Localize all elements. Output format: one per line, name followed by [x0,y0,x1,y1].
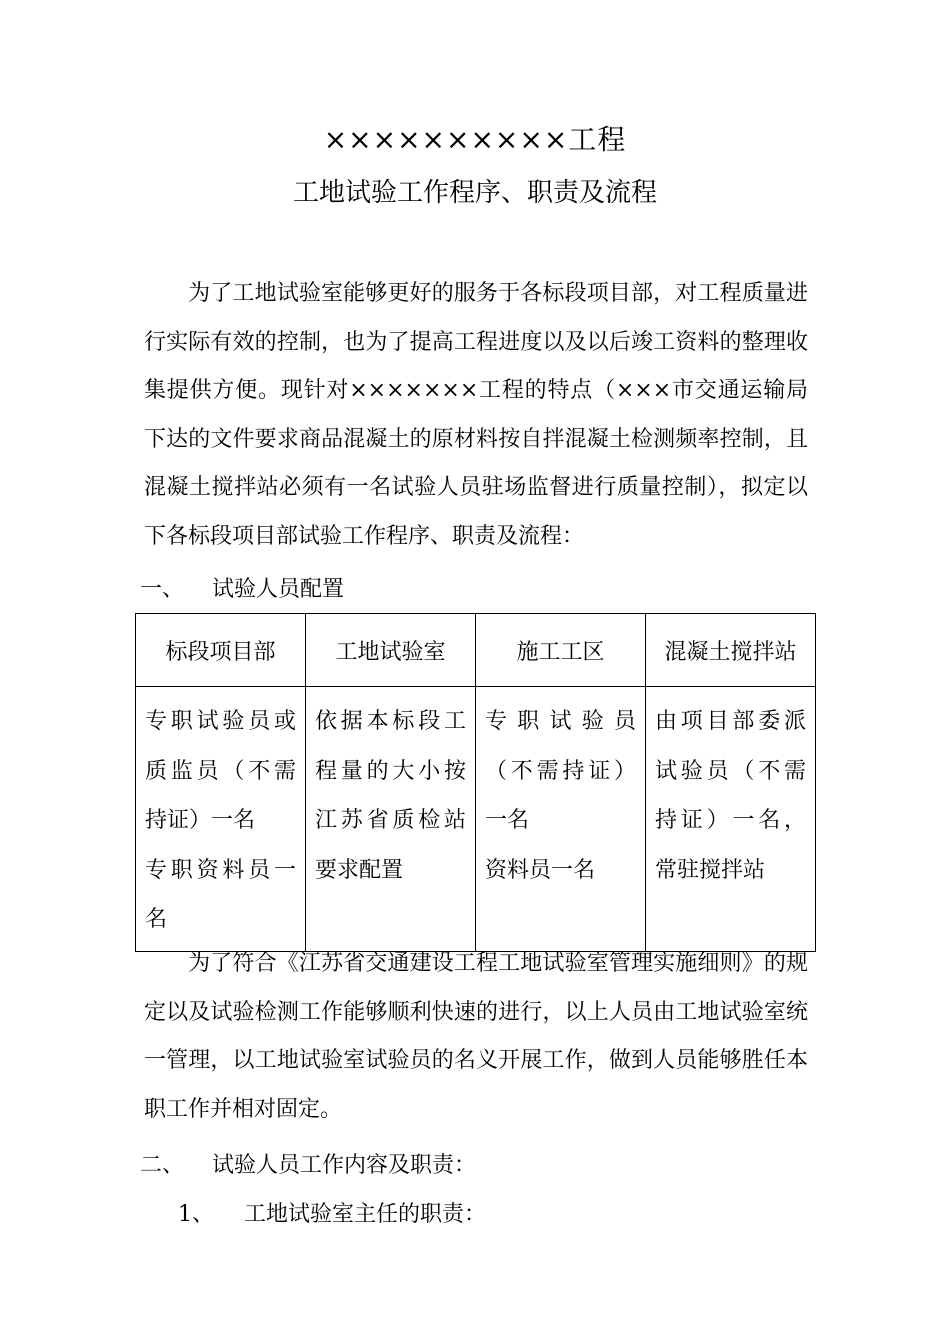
table-header-cell: 标段项目部 [136,614,306,687]
table-header-cell: 混凝土搅拌站 [646,614,816,687]
table-header-row [136,614,816,687]
document-subtitle: 工地试验工作程序、职责及流程 [292,178,657,208]
staffing-table [135,613,816,952]
second-paragraph [144,940,808,1134]
table-cell [136,687,306,952]
cell-text-extra: 专职资料员一名 [145,857,296,932]
table-row [136,687,816,952]
section-heading-1 [140,572,344,603]
cell-text: 专职试验员或质监员（不需持证）一名 [145,709,296,833]
table-cell [646,687,816,952]
subsection-label: 工地试验室主任的职责： [244,1202,487,1227]
subsection-number: 1、 [178,1202,214,1227]
section-label: 试验人员工作内容及职责： [212,1153,477,1178]
table-cell [476,687,646,952]
section-number: 一、 [140,577,185,602]
cell-text: 依据本标段工程量的大小按江苏省质检站要求配置 [315,709,466,883]
section-label: 试验人员配置 [212,577,345,602]
section-heading-2 [140,1148,476,1179]
table-header-cell: 工地试验室 [306,614,476,687]
second-paragraph-text: 为了符合《江苏省交通建设工程工地试验室管理实施细则》的规定以及试验检测工作能够顺利快速的进行，以上人员由工地试验室统一管理，以工地试验室试验员的名义开展工作，做到人员能够胜任本职工作并相对固定。 [144,951,808,1122]
table-header-cell: 施工工区 [476,614,646,687]
intro-paragraph [144,270,808,561]
cell-text: 专职试验员（不需持证）一名 [485,709,636,833]
intro-paragraph-text: 为了工地试验室能够更好的服务于各标段项目部，对工程质量进行实际有效的控制，也为了提高工程进度以及以后竣工资料的整理收集提供方便。现针对×××××××工程的特点（×××市交通运输局下达的文件要求商品混凝土的原材料按自拌混凝土检测频率控制，且混凝土搅拌站必须有一名试验人员驻场监督进行质量控制），拟定以下各标段项目部试验工作程序、职责及流程： [144,281,808,549]
subsection-heading-1 [178,1197,486,1228]
table-cell [306,687,476,952]
cell-text-extra: 资料员一名 [485,857,596,883]
section-number: 二、 [140,1153,185,1178]
document-title: ××××××××××工程 [323,123,627,156]
cell-text: 由项目部委派试验员（不需持证）一名，常驻搅拌站 [655,709,806,883]
